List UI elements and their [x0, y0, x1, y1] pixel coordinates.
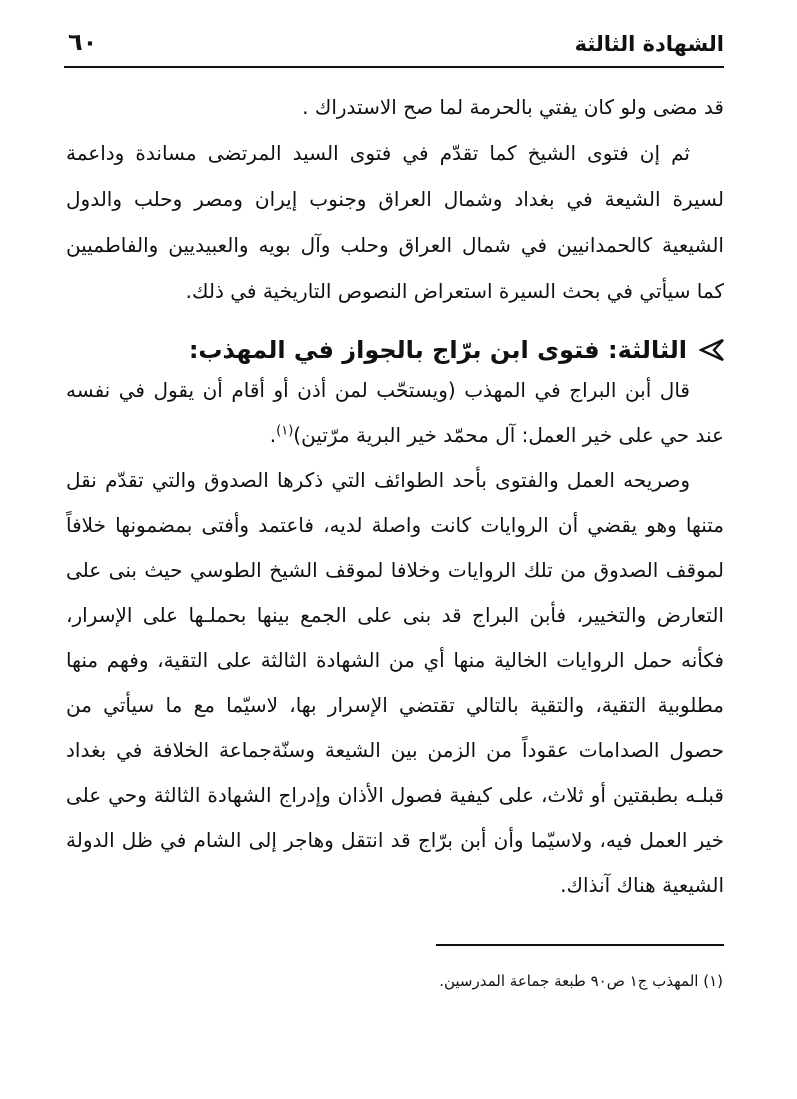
paragraph-3-text: قال أبن البراج في المهذب (ويستحّب لمن أذن أو أقام أن يقول في نفسه عند حي على خير العمل: آل محمّد خير البرية مرّتين): [66, 378, 724, 447]
footnote: (١) المهذب ج١ ص٩٠ طبعة جماعة المدرسين.: [439, 972, 723, 990]
paragraph-3: [66, 368, 724, 458]
section-heading-text: الثالثة: فتوى ابن برّاج بالجواز في المهذب:: [188, 336, 687, 364]
body-text-lower: [66, 368, 724, 908]
page-header: [64, 24, 724, 68]
paragraph-4: وصريحه العمل والفتوى بأحد الطوائف التي ذكرها الصدوق والتي تقدّم نقل متنها وهو يقضي أن الروايات كانت واصلة لديه، فاعتمد وأفتى بمضمونها خلافاً لموقف الصدوق من تلك الروايات وخلافا لموقف الشيخ الطوسي حيث بنى على التعارض والتخيير، فأبن البراج قد بنى على الجمع بينها بحملـها على الإسرار، فكأنه حمل الروايات الخالية منها أي من الشهادة الثالثة على التقية، وفهم منها مطلوبية التقية، والتقية بالتالي تقتضي الإسرار بها، لاسيّما مع ما سيأتي من حصول الصدامات عقوداً من الزمن بين الشيعة وسنّةجماعة الخلافة في بغداد قبلـه بطبقتين أو ثلاث، على كيفية فصول الأذان وإدراج الشهادة الثالثة وحي على خير العمل فيه، ولاسيّما وأن أبن برّاج قد انتقل وهاجر إلى الشام في ظل الدولة الشيعية هناك آنذاك.: [66, 468, 724, 897]
paragraph-1: قد مضى ولو كان يفتي بالحرمة لما صح الاستدراك .: [302, 95, 724, 119]
footnote-reference: (١): [276, 423, 294, 439]
arrowhead-left-icon: [699, 337, 725, 363]
body-text-upper: [66, 84, 724, 314]
section-heading: [189, 330, 725, 370]
paragraph-3-end: .: [269, 423, 277, 447]
footnote-divider: [436, 944, 724, 946]
paragraph-2: ثم إن فتوى الشيخ كما تقدّم في فتوى السيد المرتضى مساندة وداعمة لسيرة الشيعة في بغداد وشمال العراق وجنوب إيران ومصر وحلب والدول الشيعية كالحمدانيين في شمال العراق وحلب وآل بويه والعبيديين والفاطميين كما سيأتي في بحث السيرة استعراض النصوص التاريخية في ذلك.: [66, 141, 724, 303]
page-number: ٦٠: [68, 28, 98, 56]
running-title: الشهادة الثالثة: [574, 32, 724, 56]
